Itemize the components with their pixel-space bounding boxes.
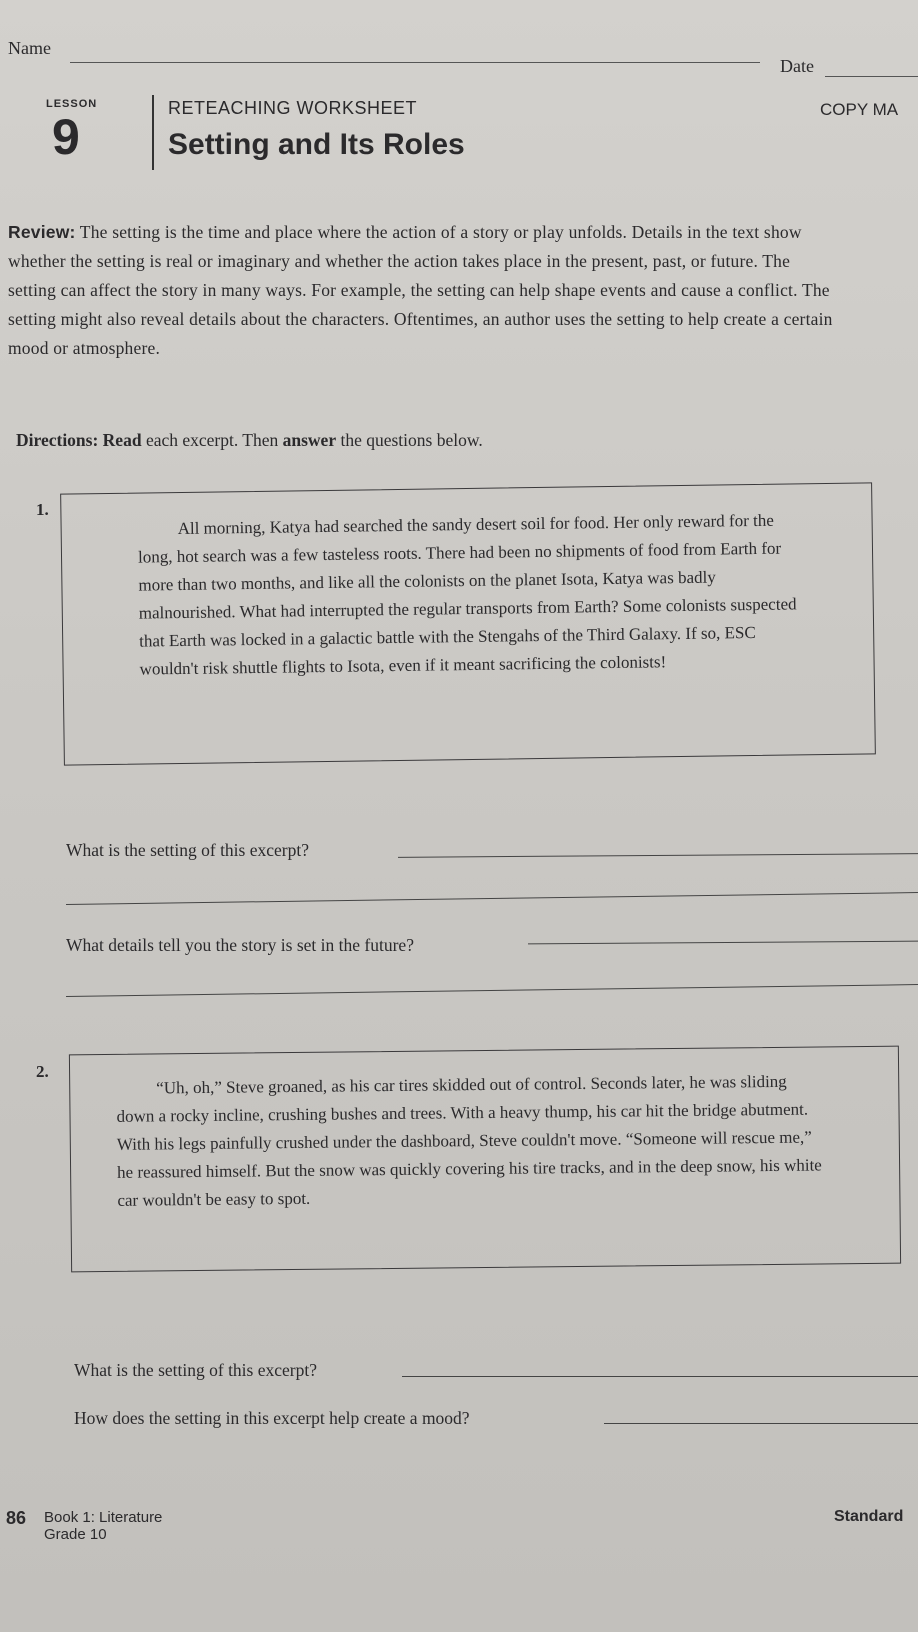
- excerpt-box: [69, 1046, 901, 1273]
- directions-middle: each excerpt. Then: [141, 430, 283, 450]
- lesson-number: 9: [52, 109, 80, 165]
- worksheet-type: RETEACHING WORKSHEET: [168, 98, 418, 118]
- date-answer-line[interactable]: [825, 76, 918, 77]
- excerpt-box: [60, 482, 876, 765]
- copy-master-label: COPY MA: [820, 100, 899, 119]
- answer-line[interactable]: [528, 941, 918, 945]
- review-paragraph: [8, 218, 838, 363]
- standard-label: Standard: [834, 1508, 904, 1525]
- answer-line[interactable]: [398, 853, 918, 858]
- excerpt-text: “Uh, oh,” Steve groaned, as his car tires skidded out of control. Seconds later, he was sliding down a rocky incline, crushing bushes and trees. With a heavy thump, his car hit the bridge abutment. With his legs painfully crushed under the dashboard, Steve couldn't move. “Someone will rescue me,” he reassured himself. But the snow was quickly covering his tire tracks, and in the deep snow, his white car wouldn't be easy to spot.: [116, 1071, 822, 1210]
- answer-line[interactable]: [66, 892, 918, 905]
- question: What is the setting of this excerpt?: [66, 840, 309, 860]
- question: What details tell you the story is set in the future?: [66, 935, 414, 955]
- excerpt-number: 1.: [36, 500, 49, 519]
- page-number: 86: [6, 1508, 27, 1528]
- question: How does the setting in this excerpt help create a mood?: [74, 1408, 470, 1428]
- review-lead: Review:: [8, 222, 76, 242]
- date-label: Date: [780, 56, 814, 76]
- name-answer-line[interactable]: [70, 62, 760, 63]
- worksheet-title: Setting and Its Roles: [168, 128, 465, 161]
- excerpt-text: All morning, Katya had searched the sandy desert soil for food. Her only reward for the long, hot search was a few tasteless roots. There had been no shipments of food from Earth for more than two months, and like all the colonists on the planet Isota, Katya was badly malnourished. What had interrupted the regular transports from Earth? Some colonists suspected that Earth was locked in a galactic battle with the Stengahs of the Third Galaxy. If so, ESC wouldn't risk shuttle flights to Isota, even if it meant sacrificing the colonists!: [137, 510, 797, 679]
- excerpt-number: 2.: [36, 1062, 49, 1081]
- header-divider: [152, 95, 154, 170]
- lesson-label: LESSON: [46, 98, 98, 110]
- answer-line[interactable]: [604, 1423, 918, 1424]
- question: What is the setting of this excerpt?: [74, 1360, 317, 1380]
- grade-label: Grade 10: [44, 1526, 107, 1543]
- review-text: The setting is the time and place where the action of a story or play unfolds. Details in the text show whether the setting is real or imaginary and whether the action takes place in the present, past, or future. The setting can affect the story in many ways. For example, the setting can help shape events and cause a conflict. The setting might also reveal details about the characters. Oftentimes, an author uses the setting to help create a certain mood or atmosphere.: [8, 222, 833, 358]
- directions-end: the questions below.: [336, 430, 483, 450]
- directions-lead: Directions: Read: [16, 430, 142, 450]
- answer-line[interactable]: [66, 984, 918, 997]
- name-label: Name: [8, 38, 51, 58]
- answer-line[interactable]: [402, 1376, 918, 1377]
- directions: [16, 430, 483, 451]
- book-title: Book 1: Literature: [44, 1509, 163, 1526]
- directions-answer-word: answer: [282, 430, 337, 450]
- book-label: [44, 1509, 162, 1543]
